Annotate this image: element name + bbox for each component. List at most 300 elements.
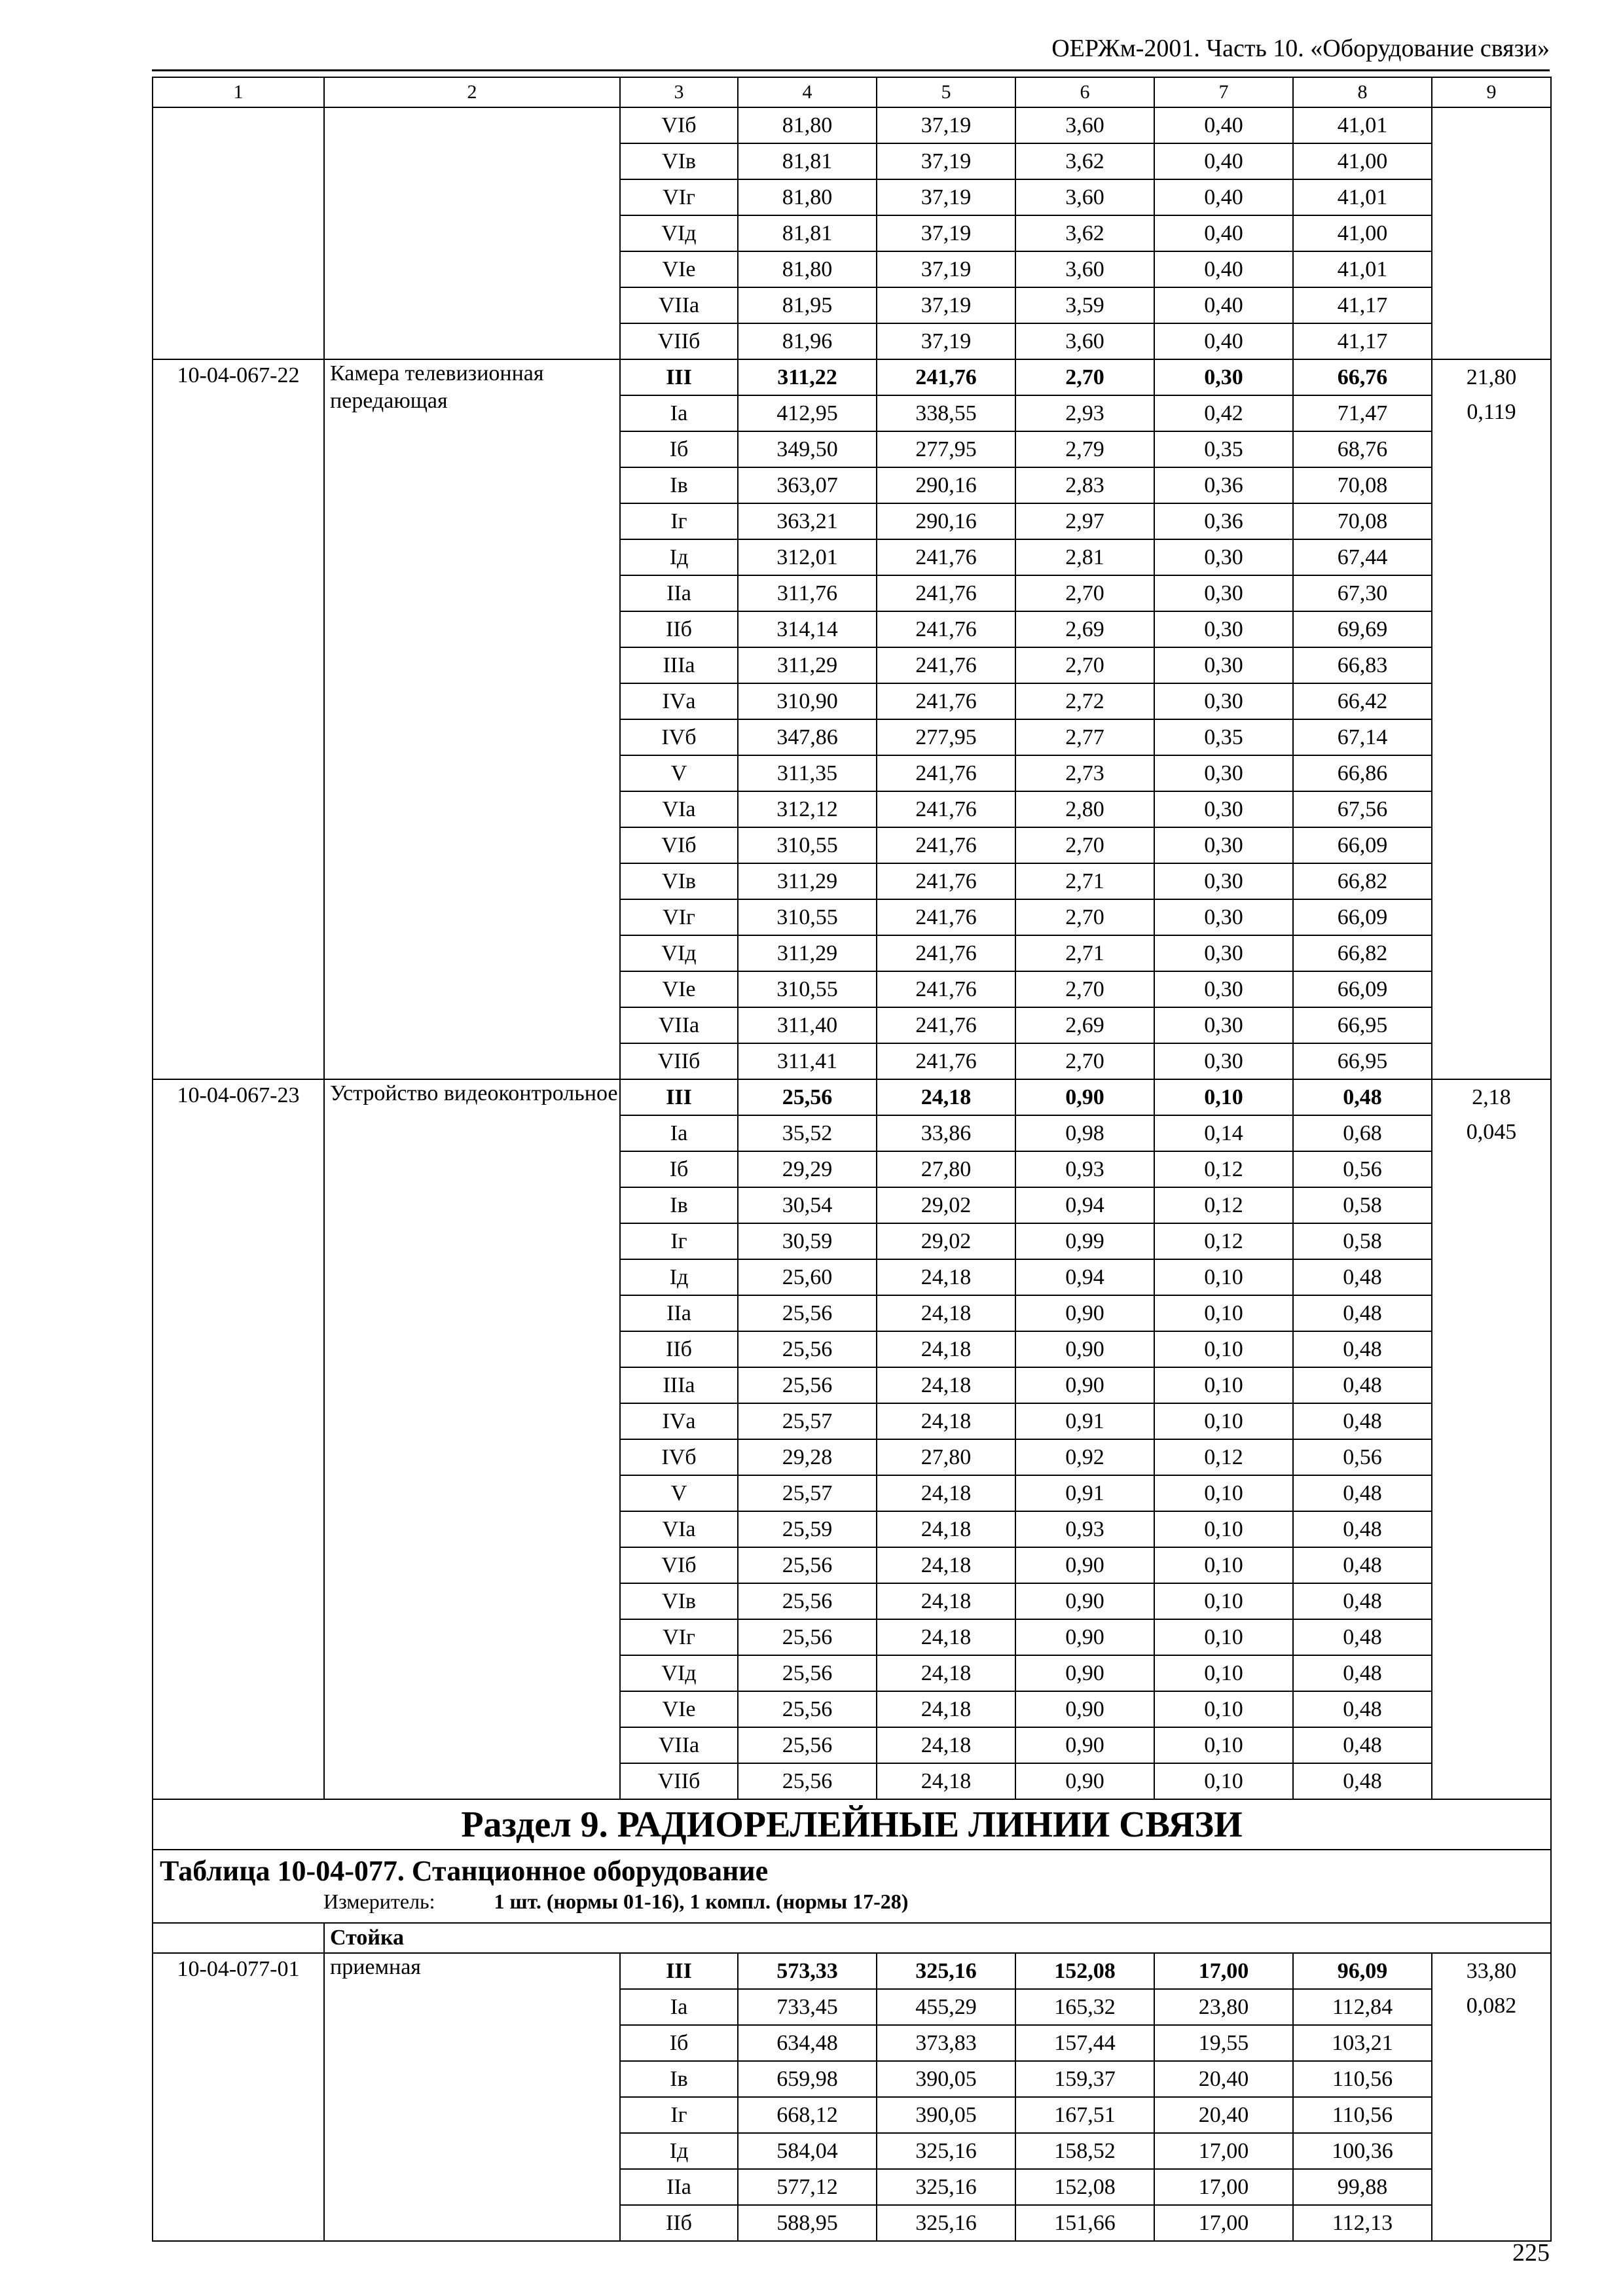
value-cell: 0,14 xyxy=(1154,1115,1293,1151)
value-cell: 0,30 xyxy=(1154,1007,1293,1043)
zone-cell: Iд xyxy=(620,539,738,575)
value-cell: 2,70 xyxy=(1015,971,1154,1007)
value-cell: 0,48 xyxy=(1293,1655,1432,1691)
value-cell: 363,21 xyxy=(738,503,877,539)
value-cell: 390,05 xyxy=(877,2097,1015,2133)
value-cell: 0,48 xyxy=(1293,1763,1432,1799)
value-cell: 311,22 xyxy=(738,359,877,395)
value-cell: 3,59 xyxy=(1015,287,1154,323)
value-cell: 0,12 xyxy=(1154,1151,1293,1187)
value-cell: 0,48 xyxy=(1293,1403,1432,1439)
zone-cell: IVб xyxy=(620,1439,738,1475)
measure-value: 1 шт. (нормы 01-16), 1 компл. (нормы 17-28) xyxy=(494,1890,909,1913)
value-cell: 37,19 xyxy=(877,215,1015,251)
value-cell: 19,55 xyxy=(1154,2025,1293,2061)
value-cell: 241,76 xyxy=(877,683,1015,719)
value-cell: 0,90 xyxy=(1015,1655,1154,1691)
rate-name: приемная xyxy=(324,1953,620,2241)
value-cell: 24,18 xyxy=(877,1619,1015,1655)
value-cell: 159,37 xyxy=(1015,2061,1154,2097)
value-cell: 325,16 xyxy=(877,2205,1015,2241)
value-cell: 81,80 xyxy=(738,107,877,143)
value-cell: 41,00 xyxy=(1293,215,1432,251)
value-cell: 0,10 xyxy=(1154,1547,1293,1583)
value-cell: 23,80 xyxy=(1154,1989,1293,2025)
col9-value: 2,18 xyxy=(1472,1085,1511,1109)
value-cell: 2,93 xyxy=(1015,395,1154,431)
value-cell: 2,70 xyxy=(1015,899,1154,935)
value-cell: 290,16 xyxy=(877,467,1015,503)
column-number: 8 xyxy=(1293,77,1432,107)
value-cell: 373,83 xyxy=(877,2025,1015,2061)
zone-cell: VIв xyxy=(620,143,738,179)
value-cell: 0,58 xyxy=(1293,1223,1432,1259)
zone-cell: VIв xyxy=(620,863,738,899)
value-cell: 311,29 xyxy=(738,863,877,899)
value-cell: 573,33 xyxy=(738,1953,877,1989)
value-cell: 25,56 xyxy=(738,1655,877,1691)
value-cell: 325,16 xyxy=(877,2133,1015,2169)
value-cell: 37,19 xyxy=(877,107,1015,143)
value-cell: 24,18 xyxy=(877,1691,1015,1727)
value-cell: 99,88 xyxy=(1293,2169,1432,2205)
value-cell: 25,60 xyxy=(738,1259,877,1295)
value-cell: 25,56 xyxy=(738,1763,877,1799)
value-cell: 152,08 xyxy=(1015,1953,1154,1989)
value-cell: 152,08 xyxy=(1015,2169,1154,2205)
value-cell: 66,82 xyxy=(1293,863,1432,899)
zone-cell: VIд xyxy=(620,935,738,971)
value-cell: 0,30 xyxy=(1154,755,1293,791)
value-cell: 241,76 xyxy=(877,827,1015,863)
value-cell: 96,09 xyxy=(1293,1953,1432,1989)
value-cell: 312,01 xyxy=(738,539,877,575)
value-cell: 659,98 xyxy=(738,2061,877,2097)
value-cell: 0,48 xyxy=(1293,1691,1432,1727)
value-cell: 66,82 xyxy=(1293,935,1432,971)
value-cell: 3,62 xyxy=(1015,143,1154,179)
zone-cell: Iг xyxy=(620,503,738,539)
value-cell: 25,56 xyxy=(738,1295,877,1331)
rate-name: Устройство видеоконтрольное xyxy=(324,1079,620,1799)
value-cell: 0,12 xyxy=(1154,1439,1293,1475)
value-cell: 0,30 xyxy=(1154,359,1293,395)
zone-cell: IIа xyxy=(620,2169,738,2205)
value-cell: 103,21 xyxy=(1293,2025,1432,2061)
value-cell: 0,48 xyxy=(1293,1259,1432,1295)
zone-cell: Iг xyxy=(620,2097,738,2133)
zone-cell: IIб xyxy=(620,611,738,647)
column-number: 3 xyxy=(620,77,738,107)
zone-cell: Iб xyxy=(620,1151,738,1187)
value-cell: 0,48 xyxy=(1293,1367,1432,1403)
value-cell: 0,12 xyxy=(1154,1223,1293,1259)
value-cell: 363,07 xyxy=(738,467,877,503)
code-cell xyxy=(153,107,324,359)
zone-cell: VIIа xyxy=(620,287,738,323)
value-cell: 241,76 xyxy=(877,899,1015,935)
value-cell: 0,30 xyxy=(1154,1043,1293,1079)
value-cell: 25,56 xyxy=(738,1331,877,1367)
zone-cell: VIд xyxy=(620,215,738,251)
value-cell: 2,70 xyxy=(1015,575,1154,611)
zone-cell: V xyxy=(620,1475,738,1511)
value-cell: 110,56 xyxy=(1293,2097,1432,2133)
zone-cell: VIе xyxy=(620,971,738,1007)
value-cell: 0,90 xyxy=(1015,1079,1154,1115)
value-cell: 24,18 xyxy=(877,1655,1015,1691)
zone-cell: Iа xyxy=(620,1115,738,1151)
value-cell: 24,18 xyxy=(877,1727,1015,1763)
value-cell: 0,94 xyxy=(1015,1187,1154,1223)
zone-cell: VIб xyxy=(620,1547,738,1583)
value-cell: 66,09 xyxy=(1293,971,1432,1007)
value-cell: 0,90 xyxy=(1015,1727,1154,1763)
value-cell: 112,13 xyxy=(1293,2205,1432,2241)
value-cell: 0,40 xyxy=(1154,215,1293,251)
value-cell: 81,96 xyxy=(738,323,877,359)
value-cell: 0,30 xyxy=(1154,899,1293,935)
value-cell: 241,76 xyxy=(877,575,1015,611)
name-cell xyxy=(324,107,620,359)
zone-cell: IIа xyxy=(620,575,738,611)
value-cell: 25,57 xyxy=(738,1475,877,1511)
value-cell: 241,76 xyxy=(877,539,1015,575)
value-cell: 81,81 xyxy=(738,215,877,251)
table-row xyxy=(153,107,1551,143)
value-cell: 151,66 xyxy=(1015,2205,1154,2241)
column-number: 6 xyxy=(1015,77,1154,107)
value-cell: 2,80 xyxy=(1015,791,1154,827)
value-cell: 24,18 xyxy=(877,1583,1015,1619)
value-cell: 24,18 xyxy=(877,1295,1015,1331)
value-cell: 0,35 xyxy=(1154,719,1293,755)
value-cell: 0,36 xyxy=(1154,467,1293,503)
value-cell: 2,97 xyxy=(1015,503,1154,539)
value-cell: 347,86 xyxy=(738,719,877,755)
value-cell: 37,19 xyxy=(877,287,1015,323)
value-cell: 66,95 xyxy=(1293,1007,1432,1043)
value-cell: 310,55 xyxy=(738,899,877,935)
zone-cell: VIе xyxy=(620,251,738,287)
value-cell: 66,09 xyxy=(1293,827,1432,863)
value-cell: 29,02 xyxy=(877,1187,1015,1223)
value-cell: 0,94 xyxy=(1015,1259,1154,1295)
value-cell: 0,90 xyxy=(1015,1583,1154,1619)
value-cell: 29,29 xyxy=(738,1151,877,1187)
value-cell: 0,35 xyxy=(1154,431,1293,467)
zone-cell: Iа xyxy=(620,1989,738,2025)
zone-cell: VIе xyxy=(620,1691,738,1727)
value-cell: 0,10 xyxy=(1154,1403,1293,1439)
zone-cell: VIб xyxy=(620,827,738,863)
rate-code: 10-04-077-01 xyxy=(153,1953,324,2241)
value-cell: 165,32 xyxy=(1015,1989,1154,2025)
value-cell: 3,62 xyxy=(1015,215,1154,251)
zone-cell: VIд xyxy=(620,1655,738,1691)
column-number: 9 xyxy=(1432,77,1551,107)
value-cell: 311,41 xyxy=(738,1043,877,1079)
blank-cell xyxy=(153,1923,324,1953)
column-number: 1 xyxy=(153,77,324,107)
value-cell: 0,40 xyxy=(1154,107,1293,143)
col9-value: 33,80 xyxy=(1466,1959,1517,1983)
col9-value: 0,119 xyxy=(1467,400,1516,424)
value-cell: 24,18 xyxy=(877,1367,1015,1403)
value-cell: 349,50 xyxy=(738,431,877,467)
zone-cell: VIв xyxy=(620,1583,738,1619)
zone-cell: IIб xyxy=(620,2205,738,2241)
value-cell: 67,56 xyxy=(1293,791,1432,827)
value-cell: 25,57 xyxy=(738,1403,877,1439)
value-cell: 2,70 xyxy=(1015,1043,1154,1079)
value-cell: 0,10 xyxy=(1154,1619,1293,1655)
group-label: Стойка xyxy=(324,1923,1551,1953)
value-cell: 0,90 xyxy=(1015,1331,1154,1367)
value-cell: 0,90 xyxy=(1015,1691,1154,1727)
value-cell: 110,56 xyxy=(1293,2061,1432,2097)
rate-code: 10-04-067-22 xyxy=(153,359,324,1079)
value-cell: 311,29 xyxy=(738,647,877,683)
zone-cell: Iд xyxy=(620,2133,738,2169)
column-number: 7 xyxy=(1154,77,1293,107)
value-cell: 37,19 xyxy=(877,323,1015,359)
value-cell: 2,81 xyxy=(1015,539,1154,575)
value-cell: 412,95 xyxy=(738,395,877,431)
zone-cell: Iб xyxy=(620,2025,738,2061)
value-cell: 0,10 xyxy=(1154,1583,1293,1619)
value-cell: 310,55 xyxy=(738,971,877,1007)
zone-cell: VIг xyxy=(620,1619,738,1655)
value-cell: 37,19 xyxy=(877,251,1015,287)
value-cell: 41,00 xyxy=(1293,143,1432,179)
measure-line xyxy=(160,1888,1550,1914)
value-cell: 0,30 xyxy=(1154,935,1293,971)
value-cell: 241,76 xyxy=(877,359,1015,395)
rates-table xyxy=(152,77,1552,2242)
value-cell: 241,76 xyxy=(877,611,1015,647)
value-cell: 25,56 xyxy=(738,1619,877,1655)
col9-cell xyxy=(1432,1953,1551,2241)
value-cell: 0,48 xyxy=(1293,1619,1432,1655)
value-cell: 27,80 xyxy=(877,1151,1015,1187)
value-cell: 0,36 xyxy=(1154,503,1293,539)
column-number: 4 xyxy=(738,77,877,107)
value-cell: 2,83 xyxy=(1015,467,1154,503)
value-cell: 0,90 xyxy=(1015,1547,1154,1583)
zone-cell: IIIа xyxy=(620,647,738,683)
value-cell: 0,40 xyxy=(1154,323,1293,359)
value-cell: 0,42 xyxy=(1154,395,1293,431)
zone-cell: VIг xyxy=(620,179,738,215)
value-cell: 41,01 xyxy=(1293,107,1432,143)
zone-cell: VIIа xyxy=(620,1727,738,1763)
rates-table-body xyxy=(153,77,1551,2241)
value-cell: 311,29 xyxy=(738,935,877,971)
value-cell: 25,56 xyxy=(738,1079,877,1115)
value-cell: 0,99 xyxy=(1015,1223,1154,1259)
value-cell: 0,30 xyxy=(1154,611,1293,647)
value-cell: 314,14 xyxy=(738,611,877,647)
value-cell: 24,18 xyxy=(877,1763,1015,1799)
zone-cell: V xyxy=(620,755,738,791)
value-cell: 0,30 xyxy=(1154,575,1293,611)
value-cell: 0,91 xyxy=(1015,1475,1154,1511)
value-cell: 66,86 xyxy=(1293,755,1432,791)
table-row xyxy=(153,1079,1551,1115)
group-row xyxy=(153,1923,1551,1953)
value-cell: 0,10 xyxy=(1154,1763,1293,1799)
zone-cell: VIIб xyxy=(620,1043,738,1079)
zone-cell: Iв xyxy=(620,1187,738,1223)
value-cell: 17,00 xyxy=(1154,1953,1293,1989)
value-cell: 241,76 xyxy=(877,863,1015,899)
value-cell: 0,10 xyxy=(1154,1367,1293,1403)
value-cell: 27,80 xyxy=(877,1439,1015,1475)
col9-cell xyxy=(1432,107,1551,359)
value-cell: 24,18 xyxy=(877,1331,1015,1367)
rate-code: 10-04-067-23 xyxy=(153,1079,324,1799)
value-cell: 0,48 xyxy=(1293,1727,1432,1763)
value-cell: 338,55 xyxy=(877,395,1015,431)
value-cell: 0,40 xyxy=(1154,251,1293,287)
value-cell: 0,48 xyxy=(1293,1079,1432,1115)
zone-cell: IVб xyxy=(620,719,738,755)
value-cell: 0,10 xyxy=(1154,1079,1293,1115)
value-cell: 0,30 xyxy=(1154,971,1293,1007)
value-cell: 312,12 xyxy=(738,791,877,827)
value-cell: 584,04 xyxy=(738,2133,877,2169)
zone-cell: Iд xyxy=(620,1259,738,1295)
value-cell: 0,30 xyxy=(1154,647,1293,683)
value-cell: 325,16 xyxy=(877,2169,1015,2205)
value-cell: 0,92 xyxy=(1015,1439,1154,1475)
value-cell: 0,48 xyxy=(1293,1583,1432,1619)
value-cell: 24,18 xyxy=(877,1511,1015,1547)
value-cell: 70,08 xyxy=(1293,503,1432,539)
zone-cell: Iб xyxy=(620,431,738,467)
value-cell: 455,29 xyxy=(877,1989,1015,2025)
value-cell: 310,90 xyxy=(738,683,877,719)
value-cell: 2,70 xyxy=(1015,827,1154,863)
value-cell: 29,02 xyxy=(877,1223,1015,1259)
value-cell: 0,48 xyxy=(1293,1547,1432,1583)
value-cell: 0,91 xyxy=(1015,1403,1154,1439)
zone-cell: III xyxy=(620,1079,738,1115)
value-cell: 241,76 xyxy=(877,971,1015,1007)
value-cell: 0,30 xyxy=(1154,827,1293,863)
value-cell: 310,55 xyxy=(738,827,877,863)
column-number: 2 xyxy=(324,77,620,107)
table-row xyxy=(153,359,1551,395)
value-cell: 241,76 xyxy=(877,1007,1015,1043)
zone-cell: VIа xyxy=(620,791,738,827)
zone-cell: IIб xyxy=(620,1331,738,1367)
value-cell: 81,95 xyxy=(738,287,877,323)
value-cell: 325,16 xyxy=(877,1953,1015,1989)
header-rule xyxy=(152,69,1550,71)
value-cell: 0,30 xyxy=(1154,683,1293,719)
value-cell: 24,18 xyxy=(877,1259,1015,1295)
value-cell: 390,05 xyxy=(877,2061,1015,2097)
value-cell: 2,73 xyxy=(1015,755,1154,791)
value-cell: 100,36 xyxy=(1293,2133,1432,2169)
table-title-cell xyxy=(153,1850,1551,1923)
value-cell: 66,76 xyxy=(1293,359,1432,395)
value-cell: 35,52 xyxy=(738,1115,877,1151)
col9-value: 0,045 xyxy=(1466,1120,1517,1144)
value-cell: 0,56 xyxy=(1293,1151,1432,1187)
value-cell: 0,90 xyxy=(1015,1367,1154,1403)
table-title: Таблица 10-04-077. Станционное оборудование xyxy=(160,1855,769,1887)
value-cell: 17,00 xyxy=(1154,2169,1293,2205)
page-number: 225 xyxy=(1512,2239,1550,2267)
value-cell: 25,56 xyxy=(738,1583,877,1619)
value-cell: 67,44 xyxy=(1293,539,1432,575)
value-cell: 20,40 xyxy=(1154,2061,1293,2097)
value-cell: 25,56 xyxy=(738,1547,877,1583)
value-cell: 0,40 xyxy=(1154,143,1293,179)
col9-cell xyxy=(1432,1079,1551,1799)
value-cell: 37,19 xyxy=(877,143,1015,179)
zone-cell: III xyxy=(620,359,738,395)
zone-cell: VIг xyxy=(620,899,738,935)
value-cell: 30,54 xyxy=(738,1187,877,1223)
table-title-row xyxy=(153,1850,1551,1923)
column-number: 5 xyxy=(877,77,1015,107)
value-cell: 0,48 xyxy=(1293,1475,1432,1511)
value-cell: 0,90 xyxy=(1015,1619,1154,1655)
value-cell: 158,52 xyxy=(1015,2133,1154,2169)
value-cell: 81,81 xyxy=(738,143,877,179)
zone-cell: IVа xyxy=(620,683,738,719)
zone-cell: VIIб xyxy=(620,323,738,359)
value-cell: 0,30 xyxy=(1154,791,1293,827)
value-cell: 2,69 xyxy=(1015,611,1154,647)
value-cell: 29,28 xyxy=(738,1439,877,1475)
value-cell: 0,48 xyxy=(1293,1295,1432,1331)
zone-cell: IIIа xyxy=(620,1367,738,1403)
zone-cell: Iг xyxy=(620,1223,738,1259)
value-cell: 311,40 xyxy=(738,1007,877,1043)
value-cell: 2,79 xyxy=(1015,431,1154,467)
rate-name: Камера телевизионная передающая xyxy=(324,359,620,1079)
value-cell: 68,76 xyxy=(1293,431,1432,467)
value-cell: 241,76 xyxy=(877,647,1015,683)
value-cell: 0,40 xyxy=(1154,179,1293,215)
value-cell: 290,16 xyxy=(877,503,1015,539)
value-cell: 41,17 xyxy=(1293,287,1432,323)
value-cell: 2,69 xyxy=(1015,1007,1154,1043)
value-cell: 66,42 xyxy=(1293,683,1432,719)
value-cell: 30,59 xyxy=(738,1223,877,1259)
value-cell: 2,71 xyxy=(1015,863,1154,899)
value-cell: 33,86 xyxy=(877,1115,1015,1151)
column-number-row xyxy=(153,77,1551,107)
value-cell: 311,76 xyxy=(738,575,877,611)
value-cell: 241,76 xyxy=(877,1043,1015,1079)
zone-cell: IVа xyxy=(620,1403,738,1439)
value-cell: 3,60 xyxy=(1015,107,1154,143)
value-cell: 24,18 xyxy=(877,1079,1015,1115)
zone-cell: VIIа xyxy=(620,1007,738,1043)
value-cell: 41,17 xyxy=(1293,323,1432,359)
value-cell: 0,10 xyxy=(1154,1331,1293,1367)
value-cell: 81,80 xyxy=(738,179,877,215)
value-cell: 0,10 xyxy=(1154,1511,1293,1547)
value-cell: 25,56 xyxy=(738,1367,877,1403)
value-cell: 634,48 xyxy=(738,2025,877,2061)
